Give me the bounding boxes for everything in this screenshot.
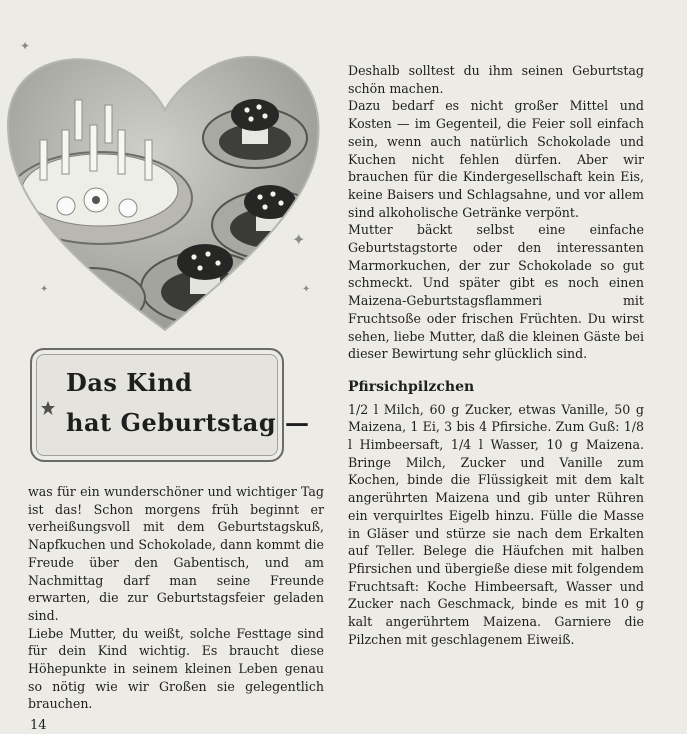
left-column [28,483,324,713]
headline-line-1: Das Kind [66,368,193,397]
headline-frame [30,348,284,462]
right-column [348,62,644,649]
recipe-title: Pfirsichpilzchen [348,378,475,395]
right-paragraph-1: Deshalb solltest du ihm seinen Geburtstag schön machen. [348,63,644,96]
star-icon [40,400,56,416]
left-paragraph-1: was für ein wunderschöner und wichtiger Tag ist das! Schon morgens früh beginnt er verheißungsvoll mit dem Geburtstagskuß, Napfkuchen und Schokolade, dann kommt die Freude über den Gabentisch, und am Nachmittag darf man seine Freunde erwarten, die zur Geburtstagsfeier geladen sind. [28,484,324,623]
headline-line-2: hat Geburtstag — [66,408,310,437]
svg-text:✦: ✦ [302,284,311,295]
svg-text:✦: ✦ [40,284,49,295]
heart-photo [0,30,330,340]
recipe-text: 1/2 l Milch, 60 g Zucker, etwas Vanille, 50 g Maizena, 1 Ei, 3 bis 4 Pfirsiche. Zum Guß: 1/8 l Himbeersaft, 1/4 l Wasser, 10 g Maizena. Bringe Milch, Zucker und Vanille zum Kochen, binde die Flüssigkeit mit dem kalt angerührten Maizena und gib unter Rühren ein verquirltes Eigelb hinzu. Fülle die Masse in Gläser und stürze sie nach dem Erkalten auf Teller. Belege die Häufchen mit halben Pfirsichen und übergieße diese mit folgendem Fruchtsaft: Koche Himbeersaft, Wasser und Zucker nach Geschmack, binde es mit 10 g kalt angerührtem Maizena. Garniere die Pilzchen mit geschlagenem Eiweiß. [348,401,644,647]
page-number: 14 [30,718,47,733]
right-paragraph-2: Dazu bedarf es nicht großer Mittel und Kosten — im Gegenteil, die Feier soll einfach sein, wenn auch natürlich Schokolade und Kuchen nicht fehlen dürfen. Aber wir brauchen für die Kindergesellschaft kein Eis, keine Baisers und Schlagsahne, und vor allem sind alkoholische Getränke verpönt. [348,98,644,220]
right-paragraph-3: Mutter bäckt selbst eine einfache Geburtstagstorte oder den interessanten Marmorkuchen, der zur Schokolade so gut schmeckt. Und später gibt es noch einen Maizena-Geburtstagsflammeri mit Fruchtsoße oder frischen Früchten. Du wirst sehen, liebe Mutter, daß die kleinen Gäste bei dieser Bewirtung sehr glücklich sind. [348,222,644,362]
svg-text:✦: ✦ [292,230,306,249]
left-paragraph-2: Liebe Mutter, du weißt, solche Festtage sind für dein Kind wichtig. Es braucht diese Höhepunkte in seinem kleinen Leben genau so nötig wie wir Großen sie gelegentlich brauchen. [28,625,324,712]
svg-text:✦: ✦ [20,39,31,53]
